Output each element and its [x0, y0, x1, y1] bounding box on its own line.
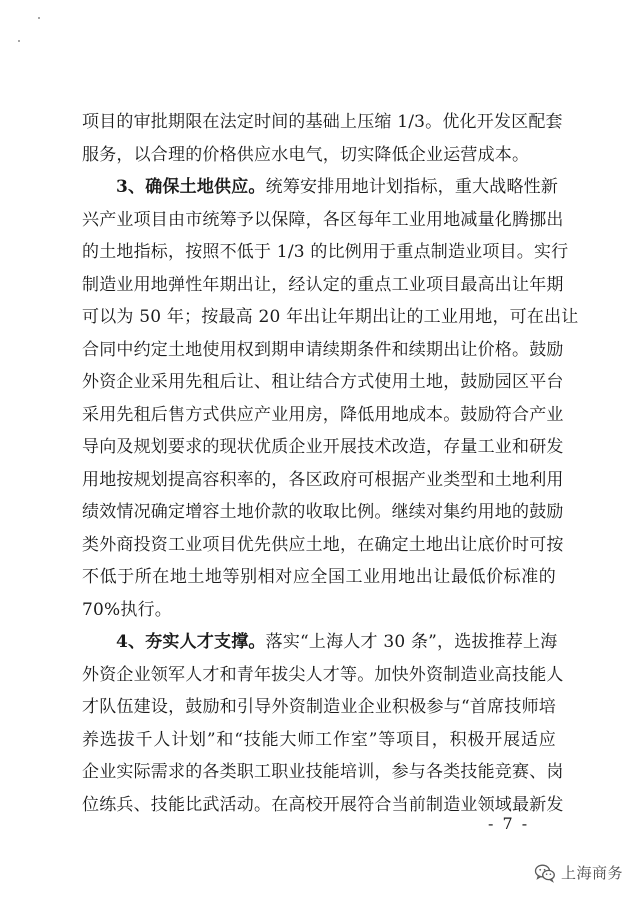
paragraph-talent-support — [82, 626, 564, 821]
text-line: 制造业用地弹性年期出让，经认定的重点工业项目最高出让年期 — [82, 274, 564, 295]
text-run: 落实“上海人才 30 条”，选拔推荐上海 — [265, 632, 558, 652]
scan-speck — [18, 40, 20, 42]
text-line: 外资企业领军人才和青年拔尖人才等。加快外资制造业高技能人 — [82, 664, 564, 685]
section-heading: 3、确保土地供应。 — [116, 177, 266, 197]
text-line: 类外商投资工业项目优先供应土地，在确定土地出让底价时可按 — [82, 534, 564, 555]
text-line: 采用先租后售方式供应产业用房，降低用地成本。鼓励符合产业 — [82, 404, 564, 425]
text-line: 不低于所在地土地等别相对应全国工业用地出让最低价标准的 — [82, 567, 556, 587]
watermark-text: 上海商务 — [561, 864, 624, 882]
text-line: 用地按规划提高容积率的，各区政府可根据产业类型和土地利用 — [82, 469, 564, 490]
section-heading: 4、夯实人才支撑。 — [116, 632, 266, 652]
text-run: 统筹安排用地计划指标，重大战略性新 — [265, 177, 559, 197]
text-line: 合同中约定土地使用权到期申请续期条件和续期出让价格。鼓励 — [82, 339, 564, 360]
text-line: 项目的审批期限在法定时间的基础上压缩 1/3。优化开发区配套 — [82, 112, 563, 132]
text-line: 外资企业采用先租后让、租让结合方式使用土地，鼓励园区平台 — [82, 372, 564, 392]
document-body — [82, 106, 579, 821]
text-line: 企业实际需求的各类职工职业技能培训，参与各类技能竞赛、岗 — [82, 762, 564, 782]
text-line: 位练兵、技能比武活动。在高校开展符合当前制造业领域最新发 — [82, 794, 564, 815]
text-line — [82, 626, 556, 659]
wechat-icon — [534, 863, 556, 883]
text-line: 可以为 50 年；按最高 20 年出让年期出让的工业用地，可在出让 — [82, 307, 579, 327]
text-line: 才队伍建设，鼓励和引导外资制造业企业积极参与“首席技师培 — [82, 697, 556, 717]
text-line: 70%执行。 — [82, 599, 172, 620]
watermark — [534, 862, 623, 883]
page-number: - 7 - — [488, 814, 530, 833]
text-line: 服务，以合理的价格供应水电气，切实降低企业运营成本。 — [82, 144, 530, 165]
scan-speck — [38, 17, 40, 19]
text-line: 导向及规划要求的现状优质企业开展技术改造，存量工业和研发 — [82, 437, 564, 457]
paragraph-land-supply — [82, 171, 579, 626]
paragraph-1 — [82, 106, 563, 171]
text-line — [82, 171, 559, 204]
text-line: 养选拔千人计划”和“技能大师工作室”等项目，积极开展适应 — [82, 729, 556, 750]
text-line: 兴产业项目由市统筹予以保障，各区每年工业用地减量化腾挪出 — [82, 209, 564, 230]
text-line: 的土地指标，按照不低于 1/3 的比例用于重点制造业项目。实行 — [82, 242, 569, 262]
text-line: 绩效情况确定增容土地价款的收取比例。继续对集约用地的鼓励 — [82, 502, 564, 522]
